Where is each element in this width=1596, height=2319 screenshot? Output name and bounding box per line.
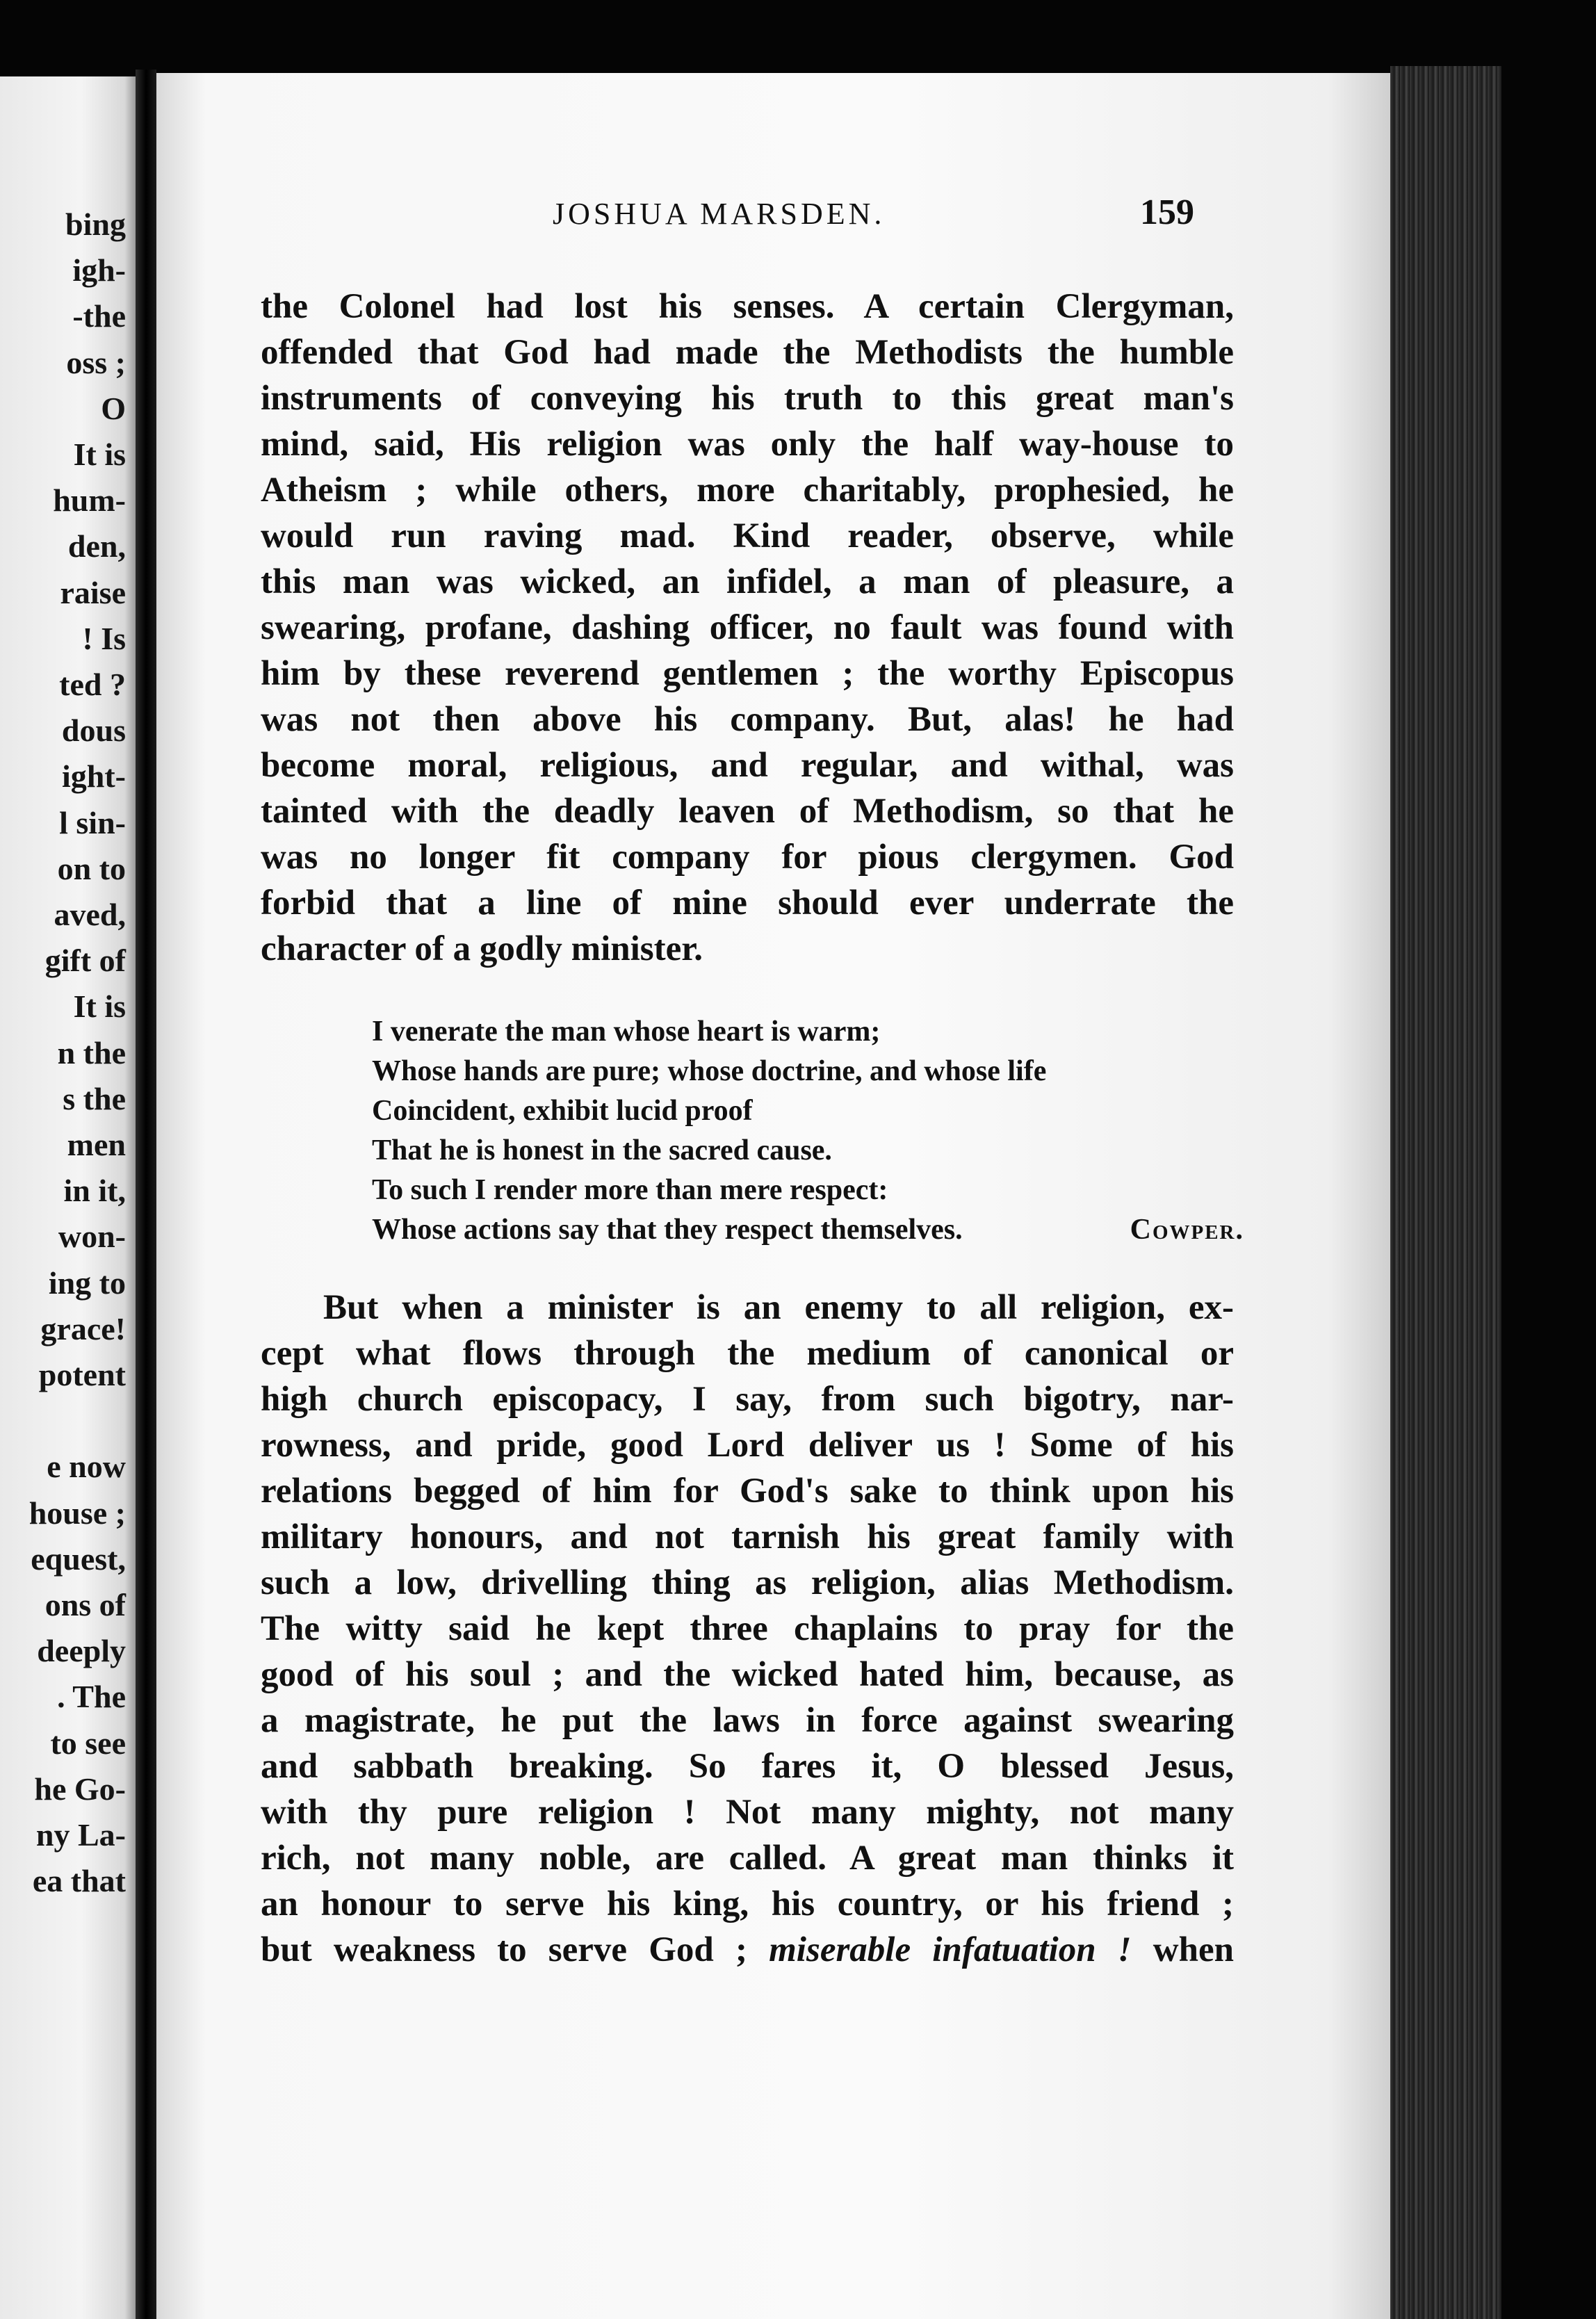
- previous-page-line: O: [101, 390, 126, 426]
- text-line: character of a godly minister.: [261, 929, 703, 968]
- previous-page-line: l sin-: [59, 804, 126, 840]
- previous-page-line: It is: [73, 988, 126, 1025]
- verse-line-text: Whose hands are pure; whose doctrine, and whose life: [372, 1055, 1047, 1087]
- previous-page-line: gift of: [44, 943, 126, 979]
- text-line: and sabbath breaking. So fares it, O blessed Jesus,: [261, 1747, 1234, 1786]
- paragraph-2: [261, 1285, 1234, 1973]
- previous-page-line: ! Is: [82, 620, 126, 656]
- previous-page-line: equest,: [31, 1540, 126, 1577]
- text-line: relations begged of him for God's sake to think upon his: [261, 1472, 1234, 1511]
- previous-page-line: he Go-: [34, 1771, 126, 1807]
- text-line: this man was wicked, an infidel, a man of pleasure, a: [261, 562, 1234, 601]
- book-gutter: [136, 70, 156, 2319]
- verse-line: [372, 1210, 1244, 1250]
- verse-line-text: Coincident, exhibit lucid proof: [372, 1095, 753, 1127]
- verse-line: [372, 1131, 1244, 1171]
- text-line: with thy pure religion ! Not many mighty, not many: [261, 1793, 1234, 1832]
- previous-page-line: to see: [50, 1725, 126, 1761]
- previous-page-line: . The: [57, 1679, 126, 1715]
- verse-line: [372, 1171, 1244, 1210]
- running-head: JOSHUA MARSDEN.: [553, 197, 886, 231]
- previous-page-line: e now: [47, 1449, 126, 1485]
- italic-phrase: miserable infatuation !: [769, 1930, 1132, 1969]
- text-line: military honours, and not tarnish his great family with: [261, 1517, 1234, 1556]
- previous-page-line: ight-: [62, 758, 126, 795]
- text-line-final: [261, 1927, 1234, 1973]
- text-line: would run raving mad. Kind reader, observe, while: [261, 516, 1234, 555]
- text-line: But when a minister is an enemy to all religion, ex-: [323, 1288, 1234, 1327]
- text-line: a magistrate, he put the laws in force against swearing: [261, 1701, 1234, 1740]
- page-number: 159: [1140, 193, 1194, 232]
- previous-page-line: igh-: [72, 252, 126, 288]
- text-line: forbid that a line of mine should ever underrate the: [261, 884, 1234, 922]
- previous-page-line: house ;: [28, 1495, 126, 1531]
- text-line: was no longer fit company for pious clergymen. God: [261, 838, 1234, 877]
- previous-page-line: ing to: [48, 1264, 126, 1301]
- text-line: swearing, profane, dashing officer, no fault was found with: [261, 608, 1234, 647]
- verse-line-text: I venerate the man whose heart is warm;: [372, 1016, 881, 1048]
- previous-page-fragment: [0, 76, 136, 2319]
- previous-page-line: ted ?: [59, 667, 126, 702]
- verse-quotation: [372, 1012, 1244, 1250]
- text-line: good of his soul ; and the wicked hated him, because, as: [261, 1655, 1234, 1694]
- text-line: become moral, religious, and regular, and withal, was: [261, 746, 1234, 785]
- text-fragment: but weakness to serve God ;: [261, 1930, 770, 1969]
- previous-page-line: raise: [60, 574, 126, 610]
- previous-page-line: n the: [57, 1034, 126, 1071]
- previous-page-line: ny La-: [35, 1817, 126, 1853]
- previous-page-line: ea that: [32, 1863, 126, 1899]
- text-line: him by these reverend gentlemen ; the worthy Episcopus: [261, 654, 1234, 693]
- previous-page-line: in it,: [63, 1173, 126, 1209]
- text-line: Atheism ; while others, more charitably, prophesied, he: [261, 471, 1234, 510]
- text-fragment: when: [1131, 1930, 1234, 1969]
- verse-line: [372, 1052, 1244, 1091]
- previous-page-line: dous: [61, 713, 126, 749]
- previous-page-line: den,: [67, 528, 126, 564]
- verse-attribution: Cowper.: [1130, 1214, 1244, 1246]
- previous-page-line: bing: [65, 206, 126, 242]
- text-line: such a low, drivelling thing as religion, alias Methodism.: [261, 1563, 1234, 1602]
- previous-page-line: men: [67, 1127, 126, 1162]
- previous-page-line: on to: [57, 850, 126, 886]
- text-line: high church episcopacy, I say, from such bigotry, nar-: [261, 1380, 1234, 1419]
- previous-page-line: grace!: [40, 1310, 126, 1346]
- text-line: tainted with the deadly leaven of Methodism, so that he: [261, 792, 1234, 831]
- text-line: The witty said he kept three chaplains to pray for the: [261, 1609, 1234, 1648]
- previous-page-line: It is: [73, 437, 126, 472]
- text-line: an honour to serve his king, his country, or his friend ;: [261, 1885, 1234, 1923]
- previous-page-line: hum-: [53, 482, 126, 519]
- text-line: rich, not many noble, are called. A great man thinks it: [261, 1839, 1234, 1878]
- text-line: mind, said, His religion was only the half way-house to: [261, 425, 1234, 464]
- previous-page-line: s the: [63, 1080, 126, 1116]
- previous-page-line: ons of: [44, 1587, 126, 1622]
- verse-line-text: Whose actions say that they respect themselves.: [372, 1214, 963, 1246]
- page-edges: [1390, 66, 1501, 2319]
- previous-page-line: deeply: [37, 1633, 126, 1669]
- text-line: instruments of conveying his truth to this great man's: [261, 379, 1234, 418]
- previous-page-line: potent: [38, 1357, 126, 1392]
- previous-page-line: -the: [72, 298, 126, 334]
- previous-page-line: aved,: [54, 897, 126, 932]
- text-line: was not then above his company. But, alas! he had: [261, 700, 1234, 739]
- verse-line: [372, 1091, 1244, 1131]
- verse-line: [372, 1012, 1244, 1052]
- text-line: the Colonel had lost his senses. A certain Clergyman,: [261, 287, 1234, 326]
- previous-page-line: oss ;: [66, 344, 126, 380]
- previous-page-line: won-: [58, 1219, 126, 1255]
- text-line: cept what flows through the medium of canonical or: [261, 1334, 1234, 1373]
- text-line: rowness, and pride, good Lord deliver us ! Some of his: [261, 1426, 1234, 1465]
- verse-line-text: To such I render more than mere respect:: [372, 1174, 888, 1206]
- text-line: offended that God had made the Methodists the humble: [261, 333, 1234, 372]
- paragraph-1: [261, 284, 1234, 972]
- verse-line-text: That he is honest in the sacred cause.: [372, 1134, 832, 1166]
